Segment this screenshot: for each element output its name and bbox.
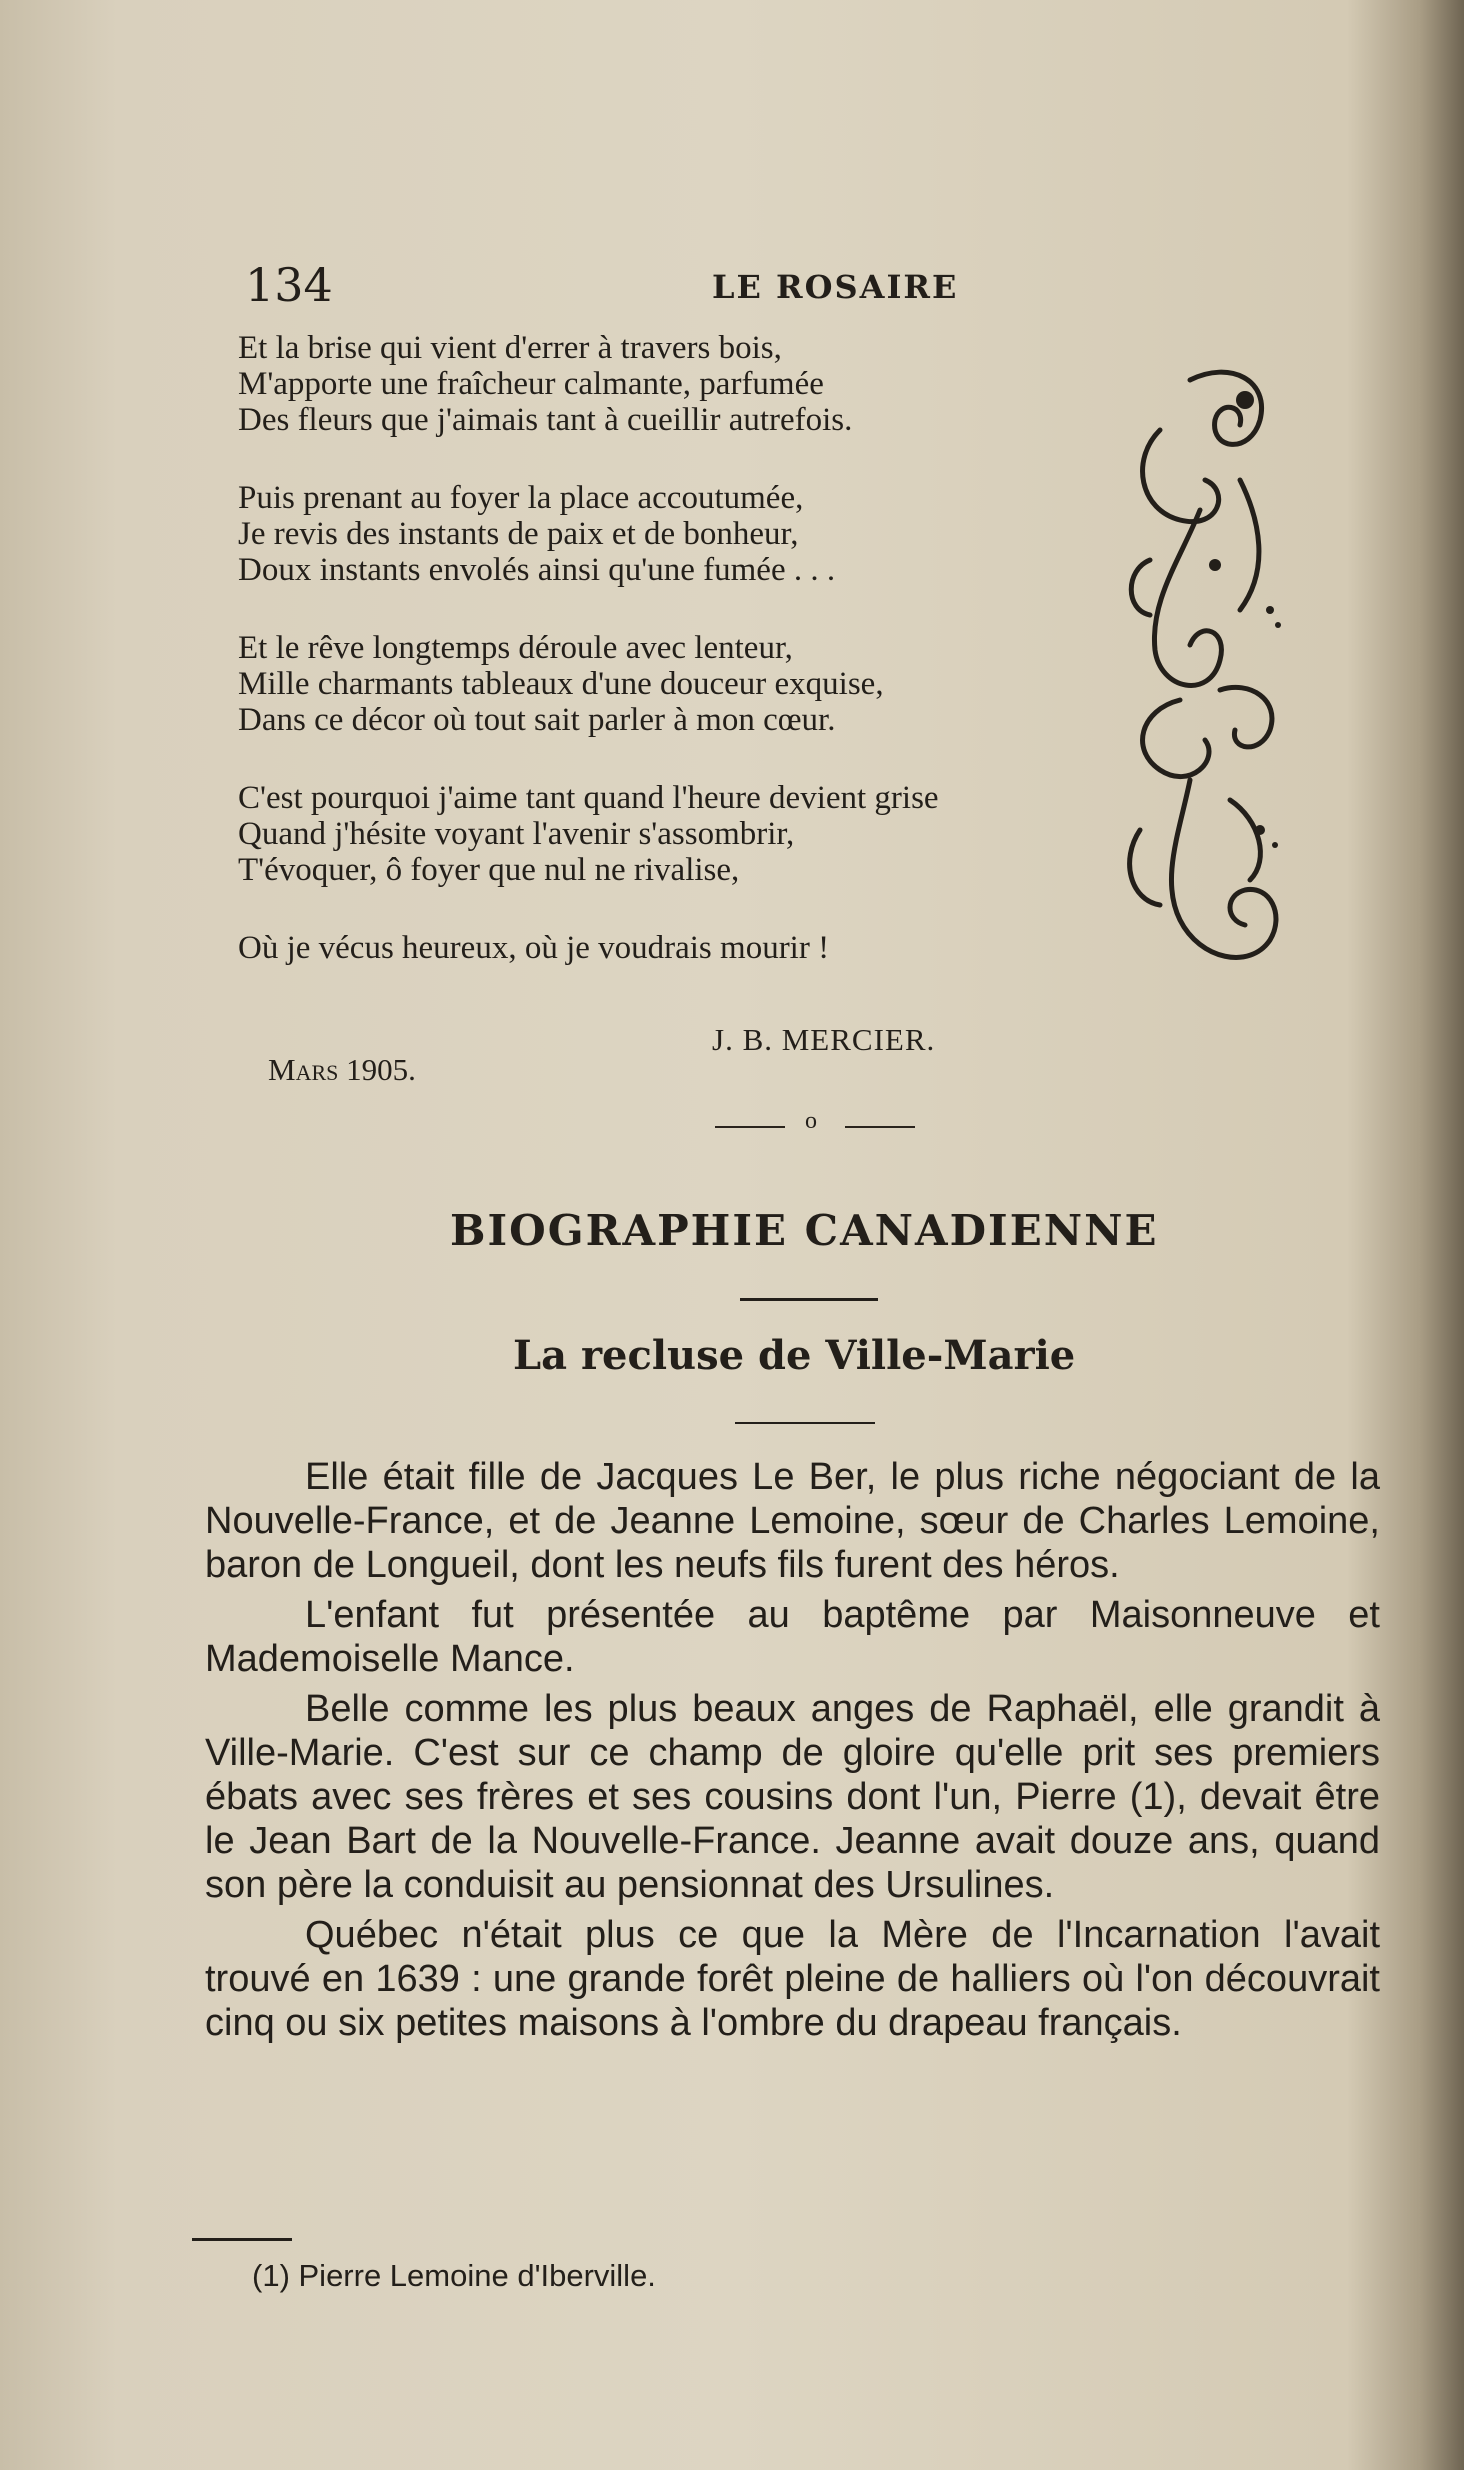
page-number: 134 bbox=[245, 258, 333, 312]
poem-line: Où je vécus heureux, où je voudrais mourir ! bbox=[238, 930, 830, 966]
separator-line-left bbox=[715, 1126, 785, 1128]
poem-line: Dans ce décor où tout sait parler à mon cœur. bbox=[238, 702, 836, 738]
poem-line: Et la brise qui vient d'errer à travers bois, bbox=[238, 330, 782, 366]
poem-line: C'est pourquoi j'aime tant quand l'heure devient grise bbox=[238, 780, 939, 816]
separator-mark: o bbox=[805, 1108, 817, 1134]
article-body bbox=[205, 1455, 1380, 2051]
poem-line: Et le rêve longtemps déroule avec lenteur, bbox=[238, 630, 793, 666]
paragraph: Québec n'était plus ce que la Mère de l'Incarnation l'avait trouvé en 1639 : une grande forêt pleine de halliers où l'on découvrait cinq ou six petites maisons à l'ombre du drapeau français. bbox=[205, 1914, 1380, 2044]
poem-stanza bbox=[238, 480, 1078, 588]
poem-stanza bbox=[238, 930, 1078, 966]
poem-signature: J. B. MERCIER. bbox=[712, 1022, 936, 1057]
poem bbox=[238, 330, 1078, 1008]
poem-stanza bbox=[238, 780, 1078, 888]
poem-stanza bbox=[238, 630, 1078, 738]
decorative-vignette-icon bbox=[1120, 360, 1295, 1000]
footnote-rule bbox=[192, 2238, 292, 2241]
poem-line: Des fleurs que j'aimais tant à cueillir autrefois. bbox=[238, 402, 853, 438]
title-rule bbox=[740, 1298, 878, 1301]
poem-date: Mars 1905. bbox=[268, 1052, 416, 1087]
separator-line-right bbox=[845, 1126, 915, 1128]
paragraph: Belle comme les plus beaux anges de Raphaël, elle grandit à Ville-Marie. C'est sur ce champ de gloire qu'elle prit ses premiers ébats avec ses frères et ses cousins dont l'un, Pierre (1), devait être le Jean Bart de la Nouvelle-France. Jeanne avait douze ans, quand son père la conduisit au pensionnat des Ursulines. bbox=[205, 1688, 1380, 1906]
paragraph: L'enfant fut présentée au baptême par Maisonneuve et Mademoiselle Mance. bbox=[205, 1594, 1380, 1680]
paragraph: Elle était fille de Jacques Le Ber, le plus riche négociant de la Nouvelle-France, et de Jeanne Lemoine, sœur de Charles Lemoine, baron de Longueil, dont les neufs fils furent des héros. bbox=[205, 1456, 1380, 1586]
poem-line: M'apporte une fraîcheur calmante, parfumée bbox=[238, 366, 824, 402]
poem-stanza bbox=[238, 330, 1078, 438]
poem-line: Doux instants envolés ainsi qu'une fumée . . . bbox=[238, 552, 836, 588]
poem-line: Puis prenant au foyer la place accoutumée, bbox=[238, 480, 804, 516]
poem-line: Je revis des instants de paix et de bonheur, bbox=[238, 516, 799, 552]
running-title: LE ROSAIRE bbox=[712, 268, 959, 306]
poem-line: Mille charmants tableaux d'une douceur exquise, bbox=[238, 666, 884, 702]
title-rule bbox=[735, 1422, 875, 1424]
section-title: BIOGRAPHIE CANADIENNE bbox=[450, 1206, 1159, 1255]
poem-line: T'évoquer, ô foyer que nul ne rivalise, bbox=[238, 852, 740, 888]
poem-line: Quand j'hésite voyant l'avenir s'assombrir, bbox=[238, 816, 795, 852]
footnote: (1) Pierre Lemoine d'Iberville. bbox=[252, 2258, 656, 2293]
article-title: La recluse de Ville-Marie bbox=[513, 1332, 1076, 1379]
